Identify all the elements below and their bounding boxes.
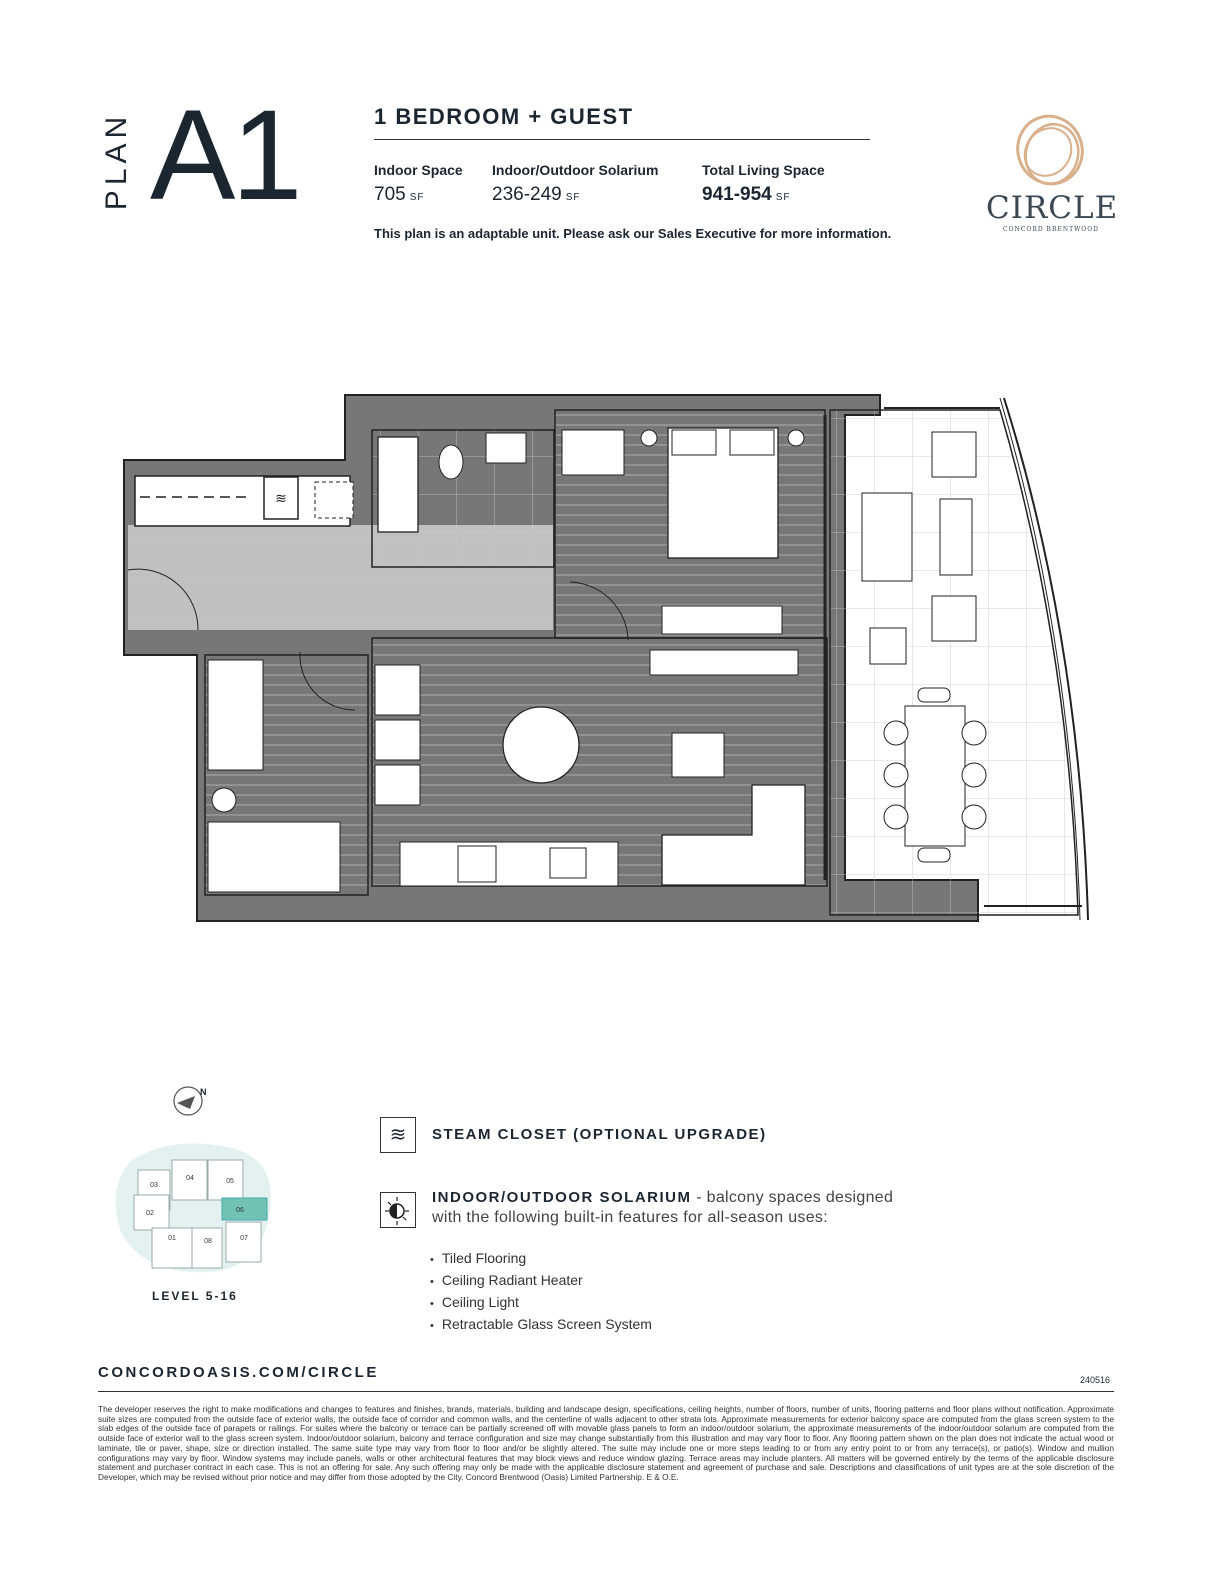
unit-label: 08: [204, 1238, 212, 1245]
feature-item: • Ceiling Radiant Heater: [430, 1270, 652, 1292]
desk: [208, 660, 263, 770]
media-console: [650, 650, 798, 675]
solarium-legend: INDOOR/OUTDOOR SOLARIUM - balcony spaces designed with the following built-in features for all-season uses:: [432, 1189, 894, 1226]
unit-label: 01: [168, 1235, 176, 1242]
dresser: [662, 606, 782, 634]
unit-label: 03: [150, 1182, 158, 1189]
feature-item: • Ceiling Light: [430, 1292, 652, 1314]
keyplan-unit-highlight: [222, 1198, 267, 1220]
spec-value: 941-954 SF: [702, 184, 791, 205]
coffee-table: [672, 733, 724, 777]
cooktop: [458, 846, 496, 882]
spec-value: 705 SF: [374, 184, 425, 205]
unit-label: 06: [236, 1207, 244, 1214]
unit-label: 05: [226, 1178, 234, 1185]
compass-icon: [170, 1082, 214, 1118]
pantry: [375, 720, 420, 760]
heater-icon: [870, 628, 906, 664]
fridge: [375, 665, 420, 715]
key-plan: [112, 1140, 277, 1275]
bathtub: [378, 437, 418, 532]
guest-bed: [208, 822, 340, 892]
unit-type-title: 1 BEDROOM + GUEST: [374, 104, 634, 129]
plan-code: A1: [150, 84, 299, 227]
toilet: [439, 445, 463, 479]
spec-value: 236-249 SF: [492, 184, 581, 205]
unit-label: 04: [186, 1175, 194, 1182]
steam-closet-legend: STEAM CLOSET (OPTIONAL UPGRADE): [432, 1126, 767, 1143]
spec-label: Indoor/Outdoor Solarium: [492, 162, 659, 178]
washer-dryer: [315, 482, 353, 518]
steam-closet-icon: ≋: [380, 1117, 416, 1153]
spec-label: Total Living Space: [702, 162, 825, 178]
unit-label: 02: [146, 1210, 154, 1217]
brand-subtitle: CONCORD BRENTWOOD: [1003, 226, 1099, 233]
adaptable-note: This plan is an adaptable unit. Please ask our Sales Executive for more information.: [374, 226, 892, 241]
nightstand-lamp: [641, 430, 657, 446]
svg-text:≋: ≋: [275, 490, 287, 506]
compass-north: N: [200, 1087, 207, 1097]
feature-item: • Retractable Glass Screen System: [430, 1314, 652, 1336]
oven: [375, 765, 420, 805]
solarium-dining-table: [905, 706, 965, 846]
vanity: [486, 433, 526, 463]
plan-word: PLAN: [100, 111, 134, 211]
footer-divider: [98, 1391, 1114, 1392]
bedroom-closet: [562, 430, 624, 475]
spec-label: Indoor Space: [374, 162, 463, 178]
dining-table: [503, 707, 579, 783]
legal-disclaimer: The developer reserves the right to make modifications and changes to features and finishes, brands, materials, building and landscape design, specifications, ceiling heights, number of floors, number of units, flooring patterns and floor plans without notification. Approximate suite sizes are computed from the outside face of exterior walls, the outside face of corridor and common walls, and the centerline of walls adjacent to other strata lots. Approximate measurements for exterior balcony space are computed from the glass screen system to the slab edges of the outside face of parapets or railings. For suites where the balcony or terrace can be partially screened off with movable glass panels to form an indoor/outdoor solarium, the approximate measurements of the indoor/outdoor solarium are computed from the outside face of exterior wall to the glass screen system. Indoor/outdoor solarium, balcony and terrace configuration and size may change substantially from this illustration and may vary floor to floor. Any flooring pattern shown on the plan does not indicate the actual wood or laminate, tile or paver, shape, size or direction installed. The same suite type may vary from floor to floor and/or be slightly altered. The suite may include one or more steps leading to or from any entry point to or from any terrace(s), or patio(s). Window and mullion configurations may vary by floor. Window systems may include panels, walls or other architectural features that may block views and reduce window glazing. Terrace areas may include planters. All matters will be governed entirely by the terms of the applicable disclosure statement and purchaser contract in each case. This is not an offering for sale. Any such offering may only be made with the applicable disclosure statement and agreement of purchase and sale. Descriptions and classifications of unit types are at the sole discretion of the Developer, which may be revised without prior notice and may differ from those adopted by the City. Concord Brentwood (Oasis) Limited Partnership. E & O.E.: [98, 1404, 1114, 1482]
brand-name: CIRCLE: [986, 190, 1119, 226]
level-label: LEVEL 5-16: [152, 1289, 238, 1303]
document-code: 240516: [1080, 1375, 1111, 1385]
unit-label: 07: [240, 1235, 248, 1242]
feature-item: • Tiled Flooring: [430, 1248, 652, 1270]
sink: [550, 848, 586, 878]
solarium-features: [430, 1248, 652, 1336]
website-link[interactable]: CONCORDOASIS.COM/CIRCLE: [98, 1364, 379, 1381]
solarium-icon: [380, 1192, 416, 1228]
solarium-sofa: [862, 493, 912, 581]
